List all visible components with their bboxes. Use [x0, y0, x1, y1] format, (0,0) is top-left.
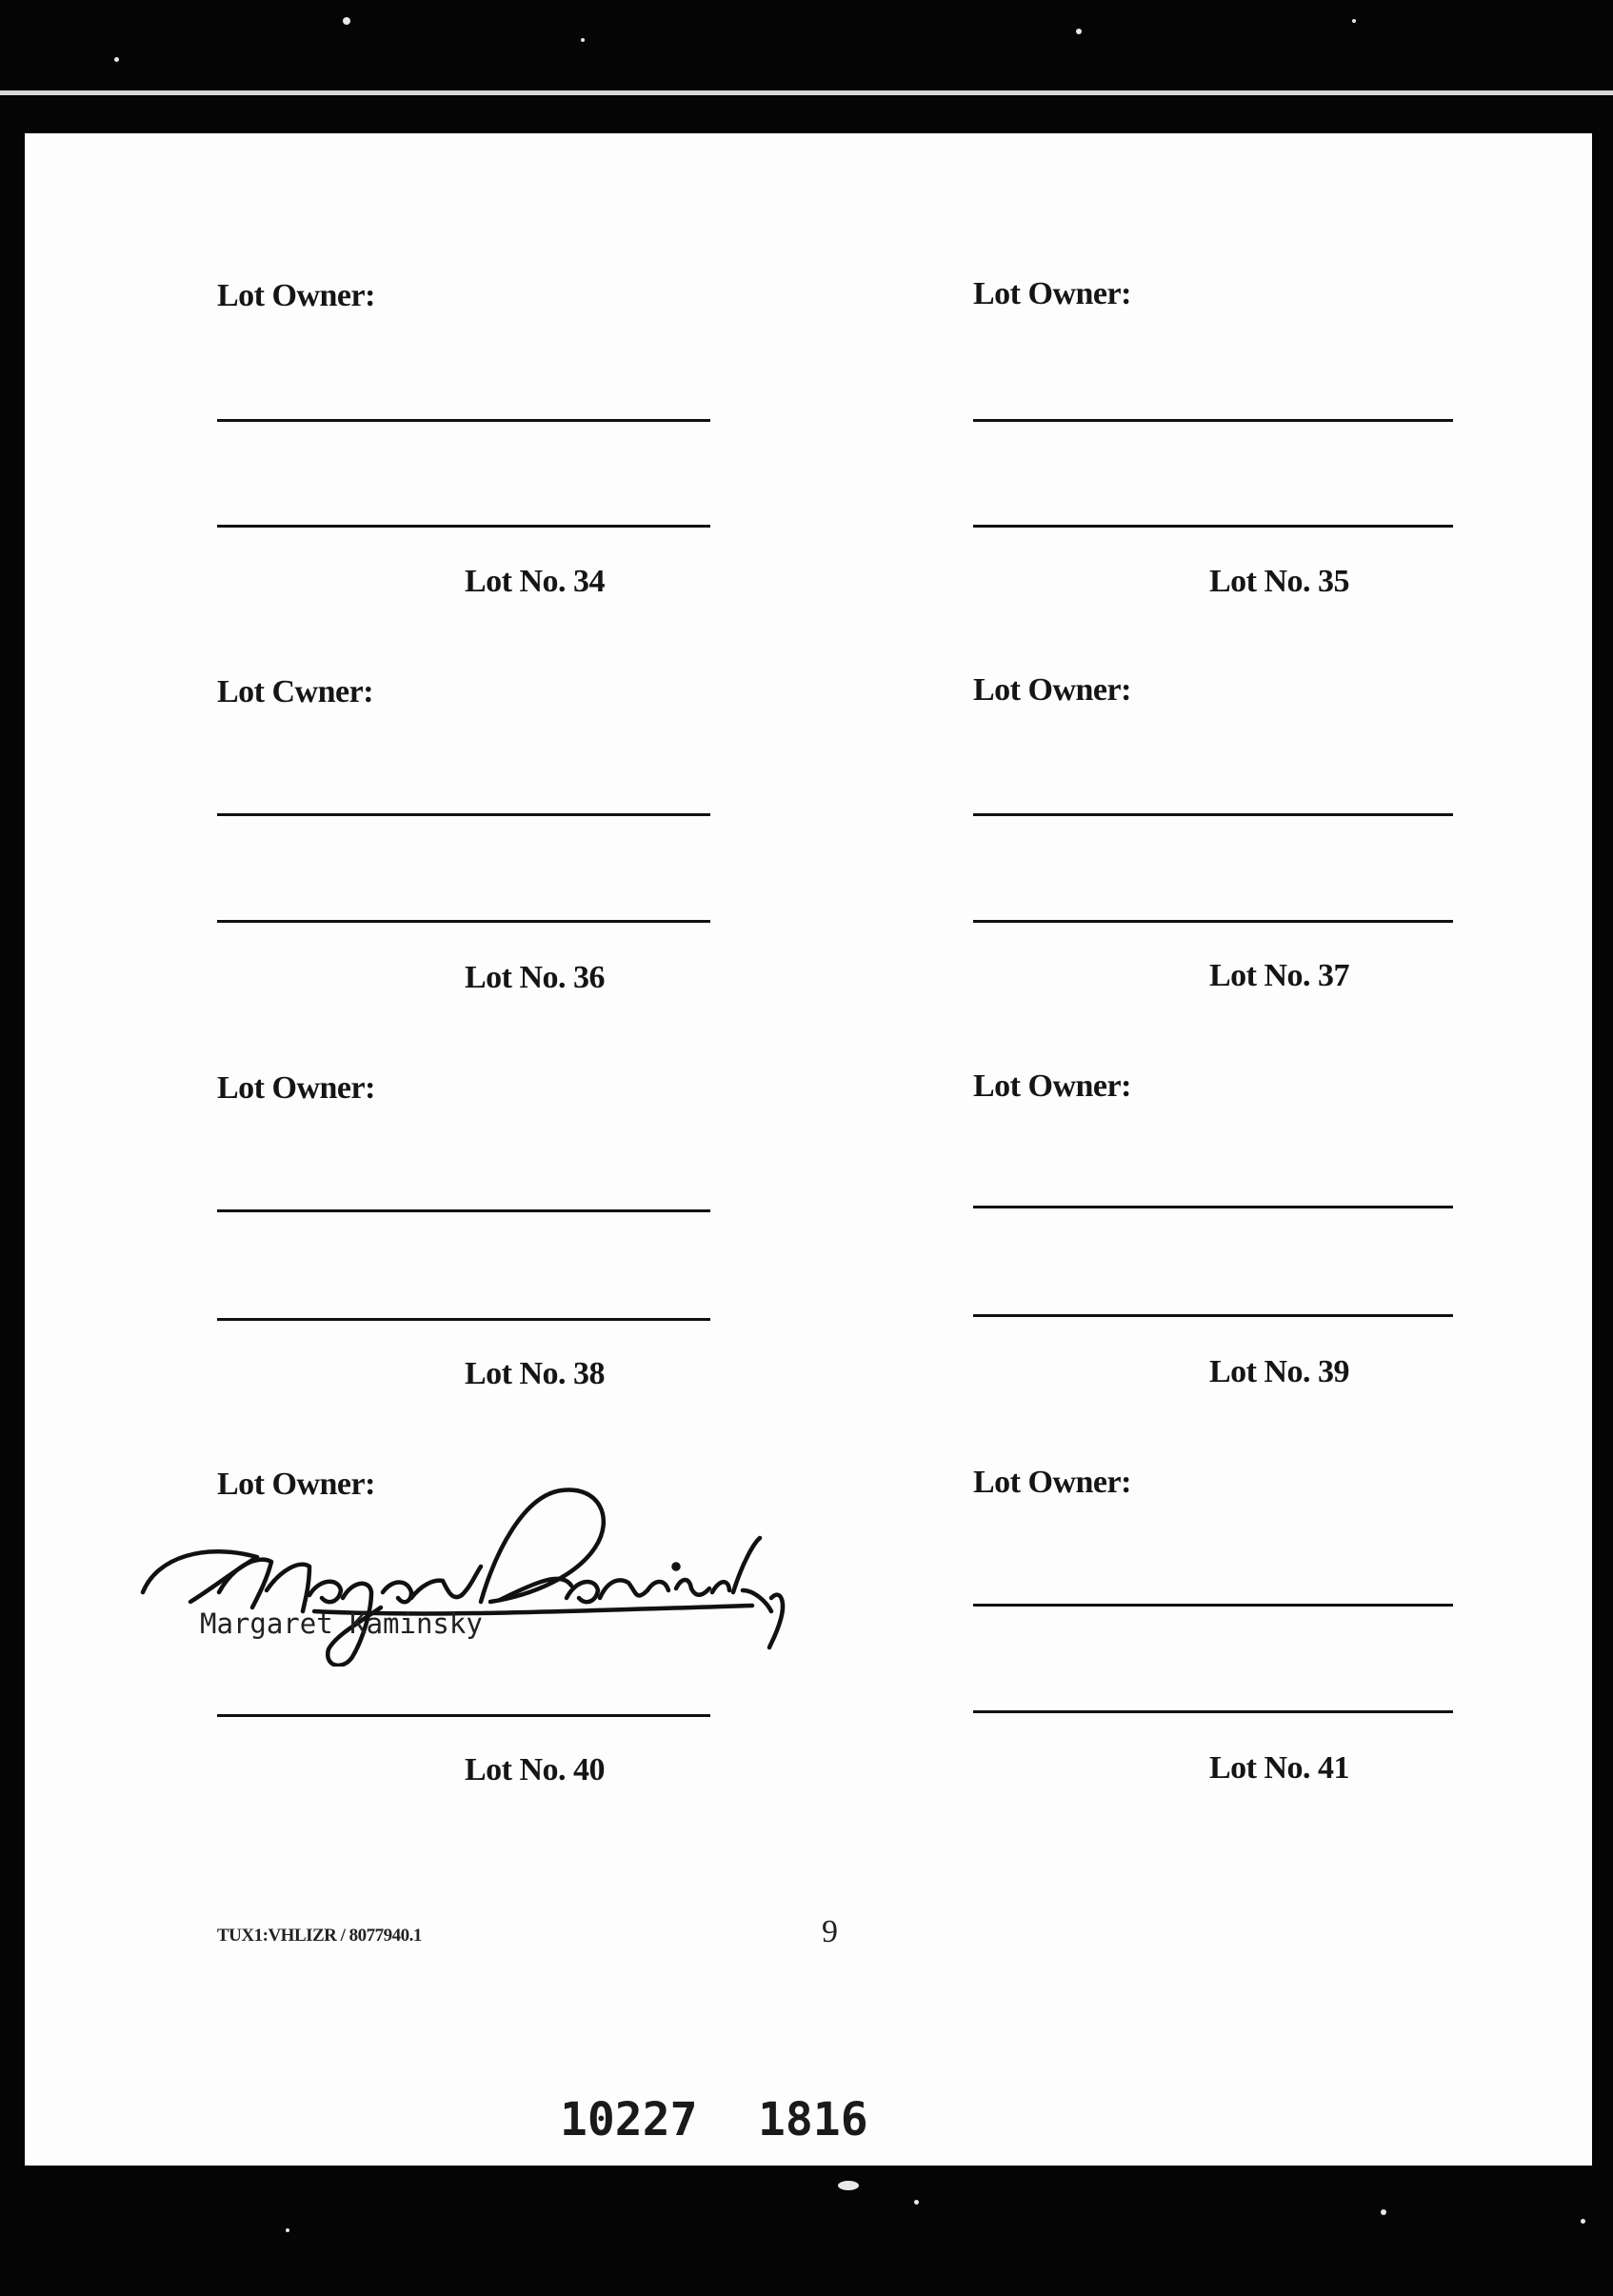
signature-line-41-b — [973, 1710, 1453, 1713]
lot-number-37: Lot No. 37 — [1209, 958, 1350, 993]
signature-line-38-b — [217, 1318, 710, 1321]
lot-number-34: Lot No. 34 — [465, 564, 606, 599]
signature-line-36-a — [217, 813, 710, 816]
signature-line-34-b — [217, 525, 710, 528]
scan-speck — [914, 2200, 919, 2205]
scan-speck — [1076, 29, 1082, 34]
signature-line-39-b — [973, 1314, 1453, 1317]
lot-owner-label-41: Lot Owner: — [973, 1465, 1131, 1500]
signature-line-40-b — [217, 1714, 710, 1717]
document-code: TUX1:VHLIZR / 8077940.1 — [217, 1926, 422, 1946]
signature-line-38-a — [217, 1209, 710, 1212]
signature-line-37-b — [973, 920, 1453, 923]
lot-number-39: Lot No. 39 — [1209, 1354, 1350, 1389]
signature-line-39-a — [973, 1206, 1453, 1208]
scan-speck — [838, 2181, 859, 2190]
page-number: 9 — [822, 1914, 838, 1949]
lot-number-35: Lot No. 35 — [1209, 564, 1350, 599]
signature-line-35-a — [973, 419, 1453, 422]
scan-edge-line — [0, 90, 1613, 95]
signature-line-37-a — [973, 813, 1453, 816]
lot-number-38: Lot No. 38 — [465, 1356, 606, 1391]
batch-number-part1: 10227 — [560, 2093, 698, 2146]
lot-owner-label-34: Lot Owner: — [217, 278, 375, 313]
scan-speck — [1581, 2219, 1585, 2224]
scan-speck — [286, 2228, 289, 2232]
signature-line-35-b — [973, 525, 1453, 528]
signature-line-34-a — [217, 419, 710, 422]
scan-speck — [1352, 19, 1356, 23]
lot-owner-label-35: Lot Owner: — [973, 276, 1131, 311]
document-page — [25, 133, 1592, 2166]
lot-number-40: Lot No. 40 — [465, 1752, 606, 1787]
signature-line-36-b — [217, 920, 710, 923]
batch-number-part2: 1816 — [758, 2093, 868, 2146]
lot-number-41: Lot No. 41 — [1209, 1750, 1350, 1786]
scan-speck — [343, 17, 350, 25]
lot-owner-label-36: Lot Cwner: — [217, 674, 374, 709]
lot-owner-label-40: Lot Owner: — [217, 1467, 375, 1502]
scan-speck — [114, 57, 119, 62]
lot-number-36: Lot No. 36 — [465, 960, 606, 995]
scan-speck — [581, 38, 585, 42]
signature-line-41-a — [973, 1604, 1453, 1607]
scan-speck — [1381, 2209, 1386, 2215]
lot-owner-label-38: Lot Owner: — [217, 1070, 375, 1106]
lot-owner-label-39: Lot Owner: — [973, 1068, 1131, 1104]
lot-owner-label-37: Lot Owner: — [973, 672, 1131, 708]
typed-owner-name: Margaret Kaminsky — [200, 1607, 483, 1640]
